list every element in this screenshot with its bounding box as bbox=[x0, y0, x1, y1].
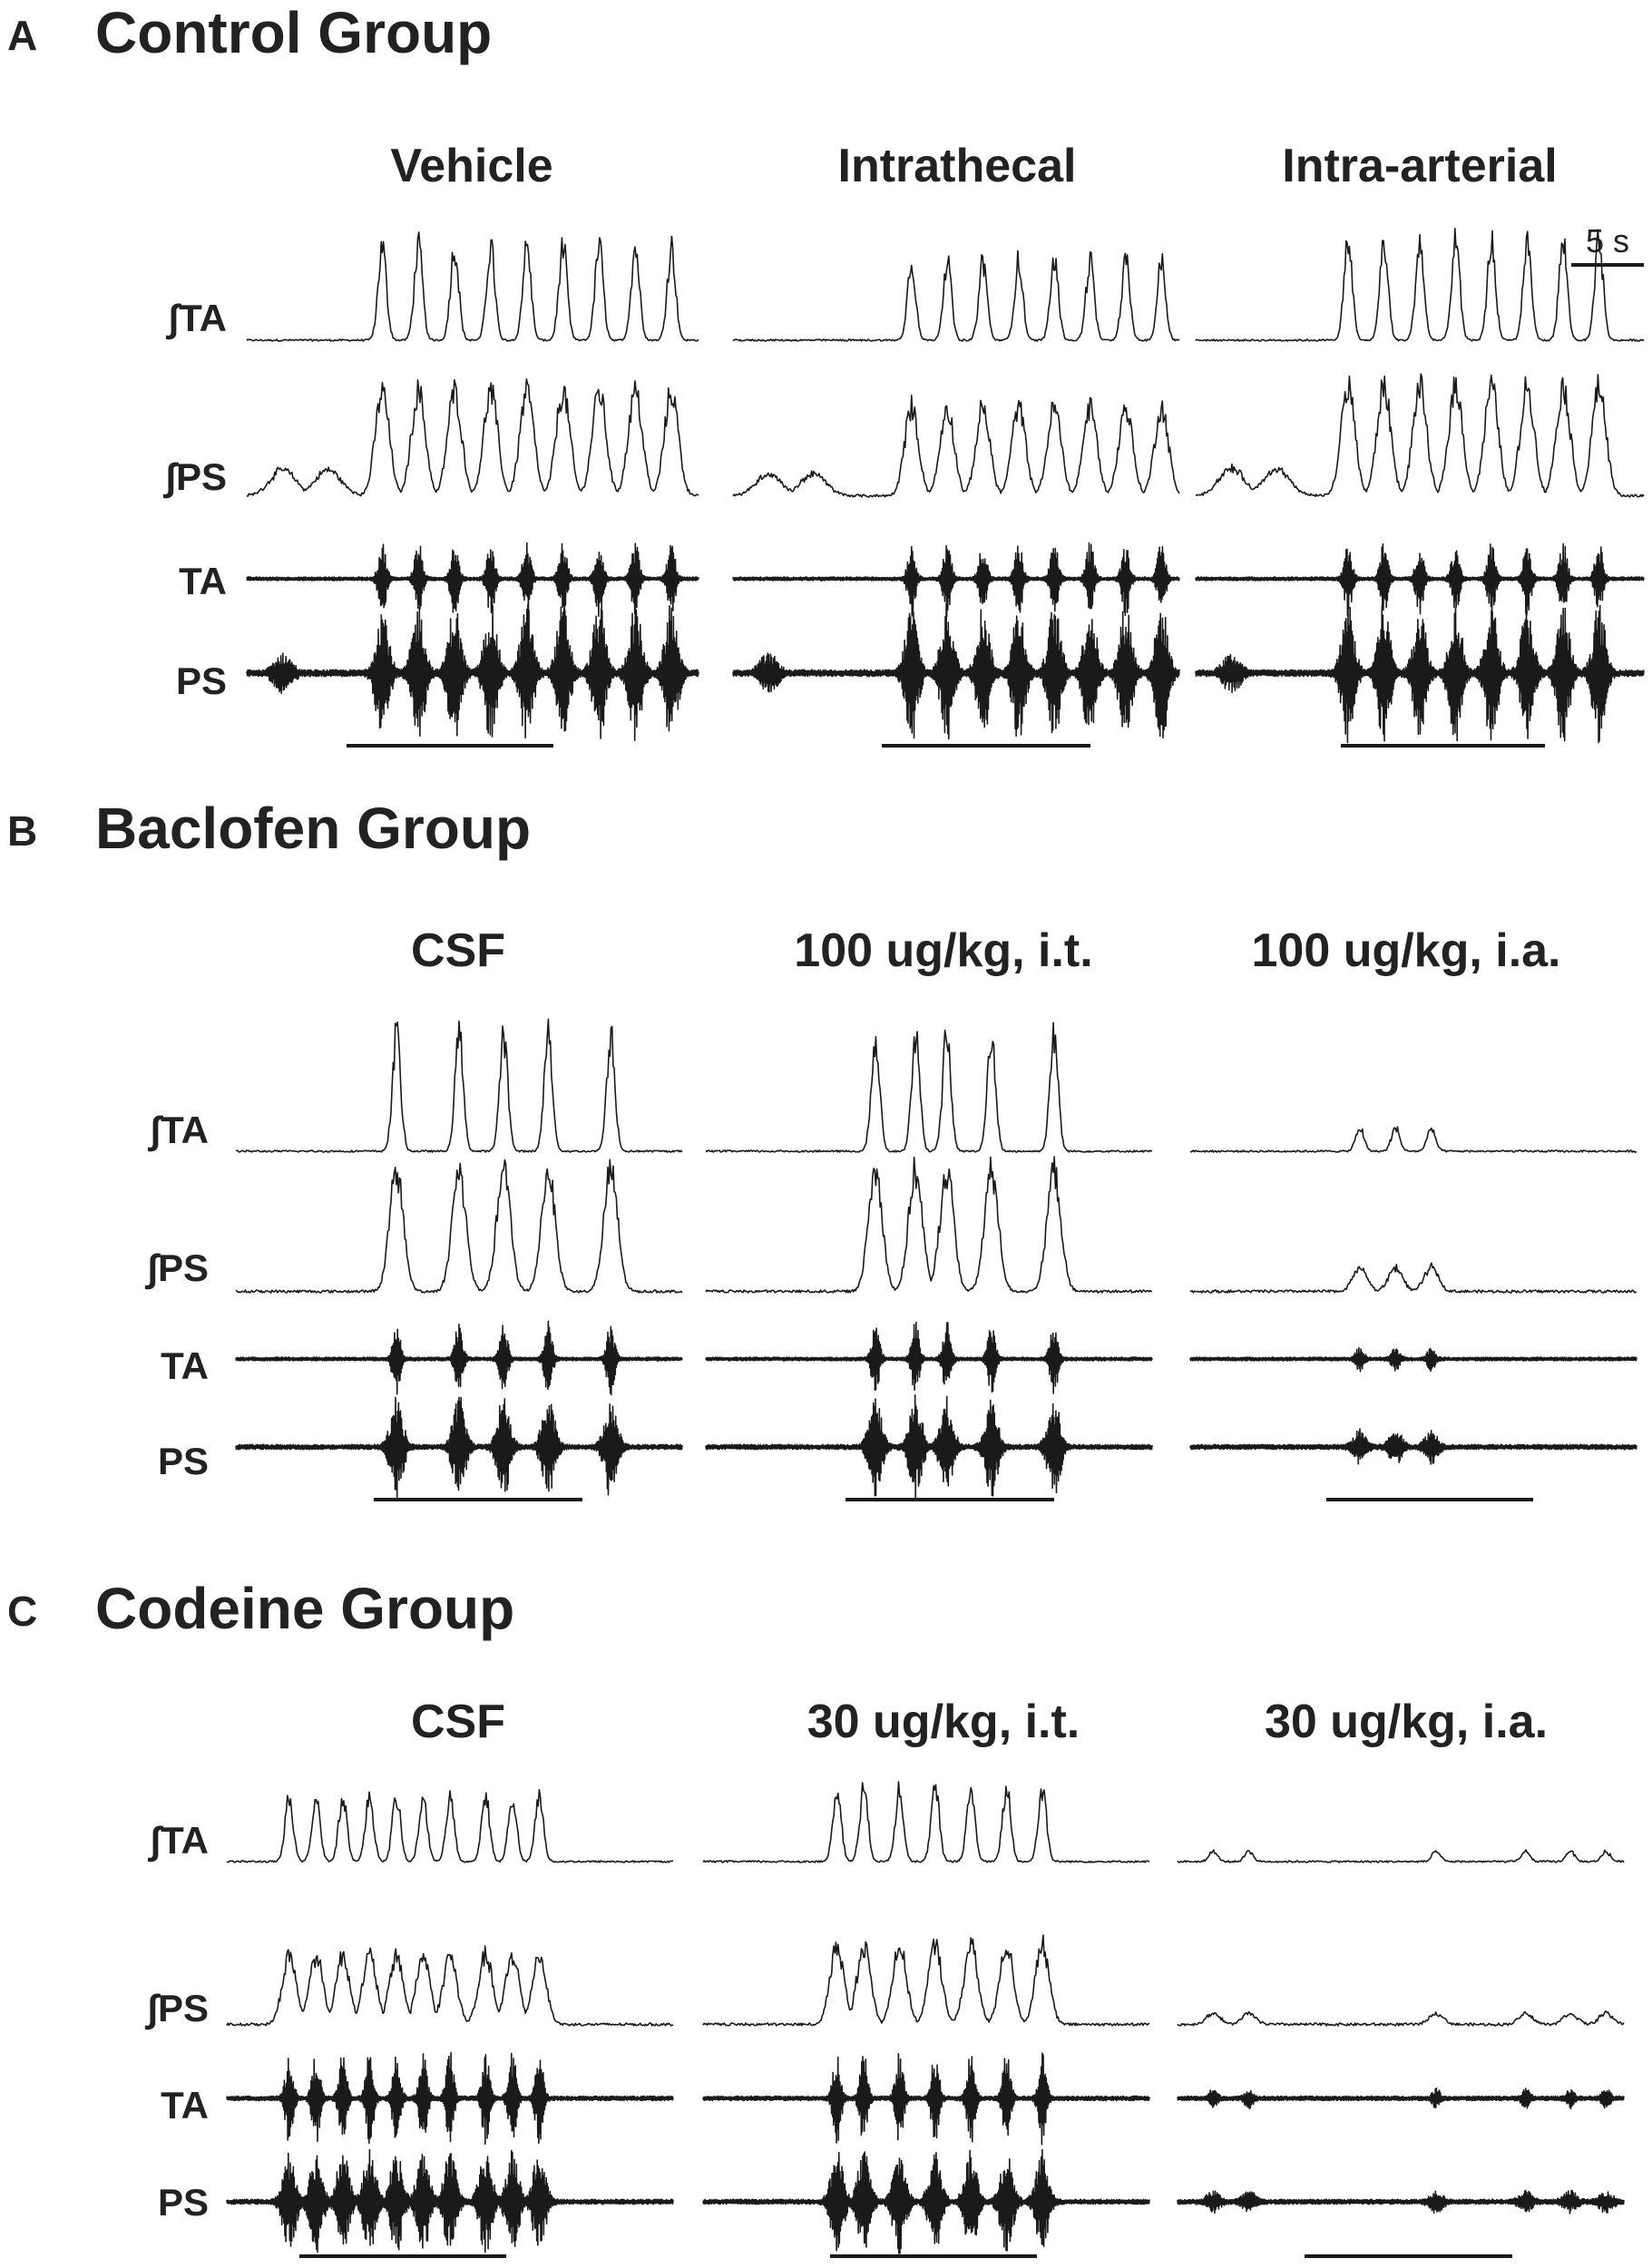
trace-ta bbox=[1190, 1348, 1637, 1372]
panel-c-traces bbox=[227, 1782, 1624, 2256]
panel-c-condition-1: CSF bbox=[411, 1696, 505, 1748]
trace-int-ps bbox=[227, 1946, 673, 2026]
trace-int-ps bbox=[1190, 1263, 1637, 1293]
panel-b-traces bbox=[236, 1020, 1637, 1500]
panel-a-label-int-ps: ∫PS bbox=[165, 455, 227, 498]
trace-int-ta bbox=[1190, 1127, 1637, 1152]
panel-a-condition-1: Vehicle bbox=[390, 140, 553, 192]
trace-ps bbox=[706, 1395, 1152, 1499]
panel-c-label-int-ps: ∫PS bbox=[147, 1987, 209, 2029]
trace-int-ta bbox=[706, 1022, 1152, 1152]
trace-ps bbox=[703, 2150, 1149, 2253]
panel-a-label-ta: TA bbox=[179, 560, 227, 602]
trace-ta bbox=[733, 543, 1179, 617]
trace-ta bbox=[1196, 543, 1644, 615]
trace-int-ps bbox=[1178, 2011, 1624, 2026]
trace-ps bbox=[1196, 605, 1644, 742]
panel-b-label-int-ps: ∫PS bbox=[147, 1246, 209, 1289]
panel-c-label-int-ta: ∫TA bbox=[150, 1819, 209, 1862]
panel-letter-a: A bbox=[7, 12, 38, 59]
panel-b-condition-1: CSF bbox=[411, 924, 505, 977]
panel-a-traces bbox=[247, 229, 1644, 746]
panel-c-label-ps: PS bbox=[157, 2181, 209, 2224]
trace-int-ps bbox=[703, 1935, 1149, 2026]
trace-int-ta bbox=[733, 250, 1179, 341]
scale-bar-label: 5 s bbox=[1585, 222, 1630, 259]
trace-int-ps bbox=[1196, 374, 1644, 497]
panel-a-condition-2: Intrathecal bbox=[837, 140, 1077, 192]
panel-b-condition-3: 100 ug/kg, i.a. bbox=[1251, 924, 1561, 977]
panel-b bbox=[7, 796, 1637, 1500]
panel-letter-b: B bbox=[7, 807, 38, 855]
panel-b-condition-2: 100 ug/kg, i.t. bbox=[794, 924, 1093, 977]
panel-a-label-int-ta: ∫TA bbox=[168, 297, 227, 339]
trace-ps bbox=[1178, 2191, 1624, 2214]
trace-int-ps bbox=[733, 396, 1179, 497]
panel-b-label-ta: TA bbox=[161, 1344, 209, 1387]
trace-int-ta bbox=[236, 1020, 682, 1152]
panel-c-label-ta: TA bbox=[161, 2084, 209, 2126]
trace-ps bbox=[247, 603, 699, 740]
panel-a-condition-3: Intra-arterial bbox=[1282, 140, 1558, 192]
trace-ps bbox=[236, 1397, 682, 1497]
panel-a-title: Control Group bbox=[95, 0, 493, 65]
trace-ta bbox=[706, 1323, 1152, 1393]
panel-b-label-ps: PS bbox=[157, 1440, 209, 1482]
trace-ps bbox=[1190, 1429, 1637, 1464]
panel-a bbox=[7, 0, 1644, 746]
trace-ps bbox=[227, 2150, 673, 2253]
trace-ta bbox=[1178, 2088, 1624, 2109]
trace-int-ta bbox=[227, 1790, 673, 1862]
trace-int-ps bbox=[247, 379, 699, 496]
trace-int-ps bbox=[236, 1159, 682, 1293]
trace-ta bbox=[227, 2053, 673, 2145]
panel-a-label-ps: PS bbox=[175, 660, 227, 702]
trace-int-ta bbox=[1196, 229, 1644, 341]
panel-c-title: Codeine Group bbox=[95, 1576, 515, 1641]
panel-letter-c: C bbox=[7, 1588, 38, 1635]
panel-c bbox=[7, 1576, 1624, 2256]
trace-ta bbox=[703, 2053, 1149, 2145]
trace-ta bbox=[247, 543, 699, 617]
trace-int-ta bbox=[1178, 1850, 1624, 1862]
panel-b-title: Baclofen Group bbox=[95, 796, 532, 861]
trace-int-ps bbox=[706, 1157, 1152, 1293]
trace-ta bbox=[236, 1321, 682, 1394]
panel-c-condition-2: 30 ug/kg, i.t. bbox=[806, 1696, 1080, 1748]
trace-ps bbox=[733, 604, 1179, 739]
panel-c-condition-3: 30 ug/kg, i.a. bbox=[1264, 1696, 1549, 1748]
trace-int-ta bbox=[247, 232, 699, 341]
trace-int-ta bbox=[703, 1782, 1149, 1862]
panel-b-label-int-ta: ∫TA bbox=[150, 1109, 209, 1151]
